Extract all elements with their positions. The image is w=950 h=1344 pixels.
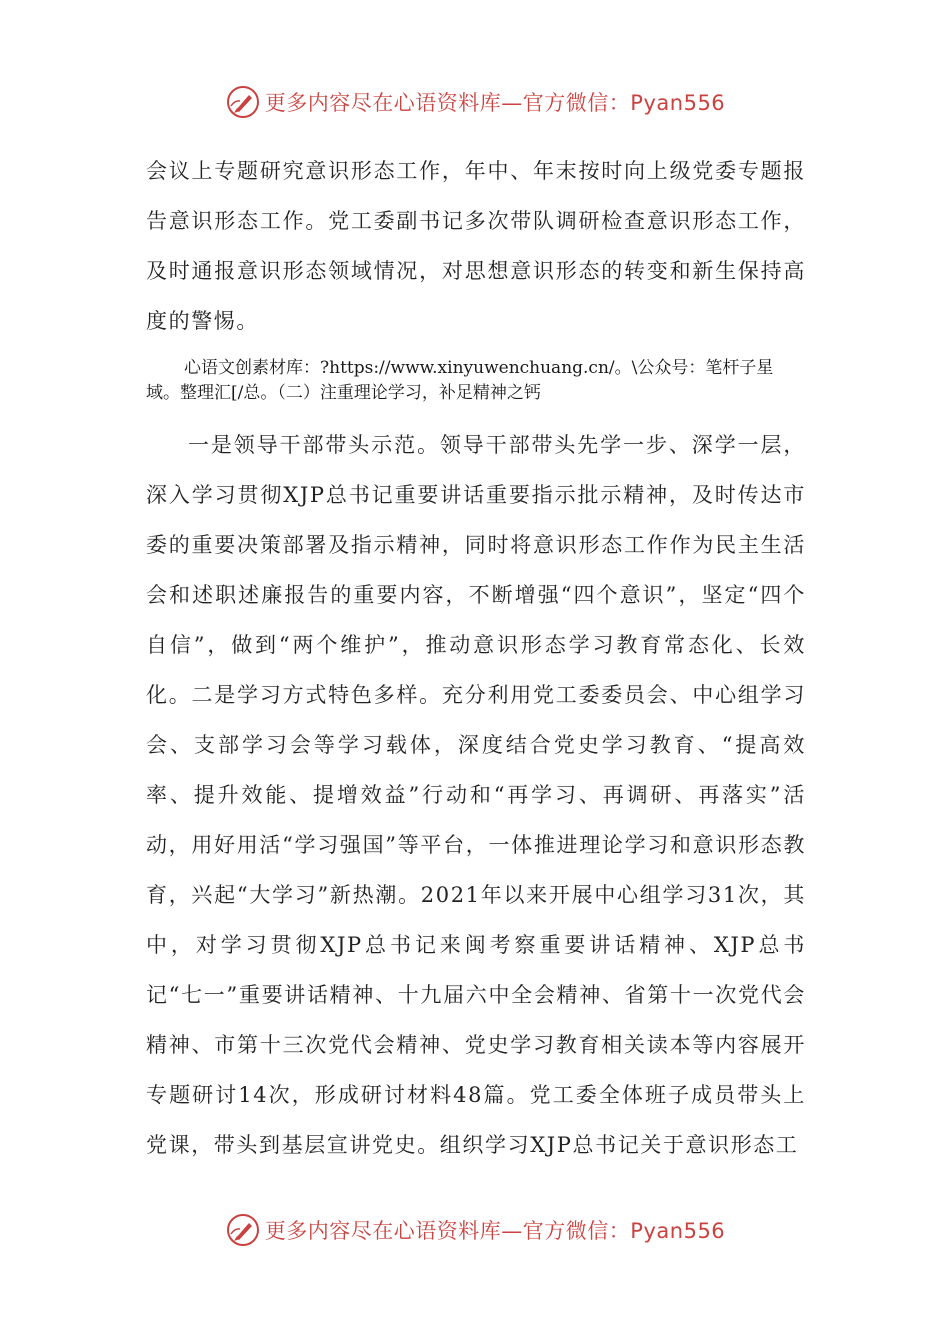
footer-banner [0,1210,950,1250]
pen-nib-logo-icon [225,84,261,120]
paragraph-2: 一是领导干部带头示范。领导干部带头先学一步、深学一层，深入学习贯彻XJP总书记重要讲话重要指示批示精神，及时传达市委的重要决策部署及指示精神，同时将意识形态工作作为民主生活会和述职述廉报告的重要内容，不断增强“四个意识”，坚定“四个自信”，做到“两个维护”，推动意识形态学习教育常态化、长效化。二是学习方式特色多样。充分利用党工委委员会、中心组学习会、支部学习会等学习载体，深度结合党史学习教育、“提高效率、提升效能、提增效益”行动和“再学习、再调研、再落实”活动，用好用活“学习强国”等平台，一体推进理论学习和意识形态教育，兴起“大学习”新热潮。2021年以来开展中心组学习31次，其中，对学习贯彻XJP总书记来闽考察重要讲话精神、XJP总书记“七一”重要讲话精神、十九届六中全会精神、省第十一次党代会精神、市第十三次党代会精神、党史学习教育相关读本等内容展开专题研讨14次，形成研讨材料48篇。党工委全体班子成员带头上党课，带头到基层宣讲党史。组织学习XJP总书记关于意识形态工 [146,433,806,1157]
document-body [146,146,806,1170]
footer-banner-text: 更多内容尽在心语资料库—官方微信：Pyan556 [264,1219,726,1243]
header-banner [0,82,950,122]
header-banner-text: 更多内容尽在心语资料库—官方微信：Pyan556 [264,91,726,115]
paragraph-1: 会议上专题研究意识形态工作，年中、年末按时向上级党委专题报告意识形态工作。党工委副书记多次带队调研检查意识形态工作，及时通报意识形态领域情况，对思想意识形态的转变和新生保持高度的警惕。 [146,159,806,333]
source-note: 心语文创素材库：?https://www.xinyuwenchuang.cn/。\公众号：笔杆子星域。整理汇[/总。（二）注重理论学习，补足精神之钙 [146,358,774,403]
pen-nib-logo-icon [225,1212,261,1248]
